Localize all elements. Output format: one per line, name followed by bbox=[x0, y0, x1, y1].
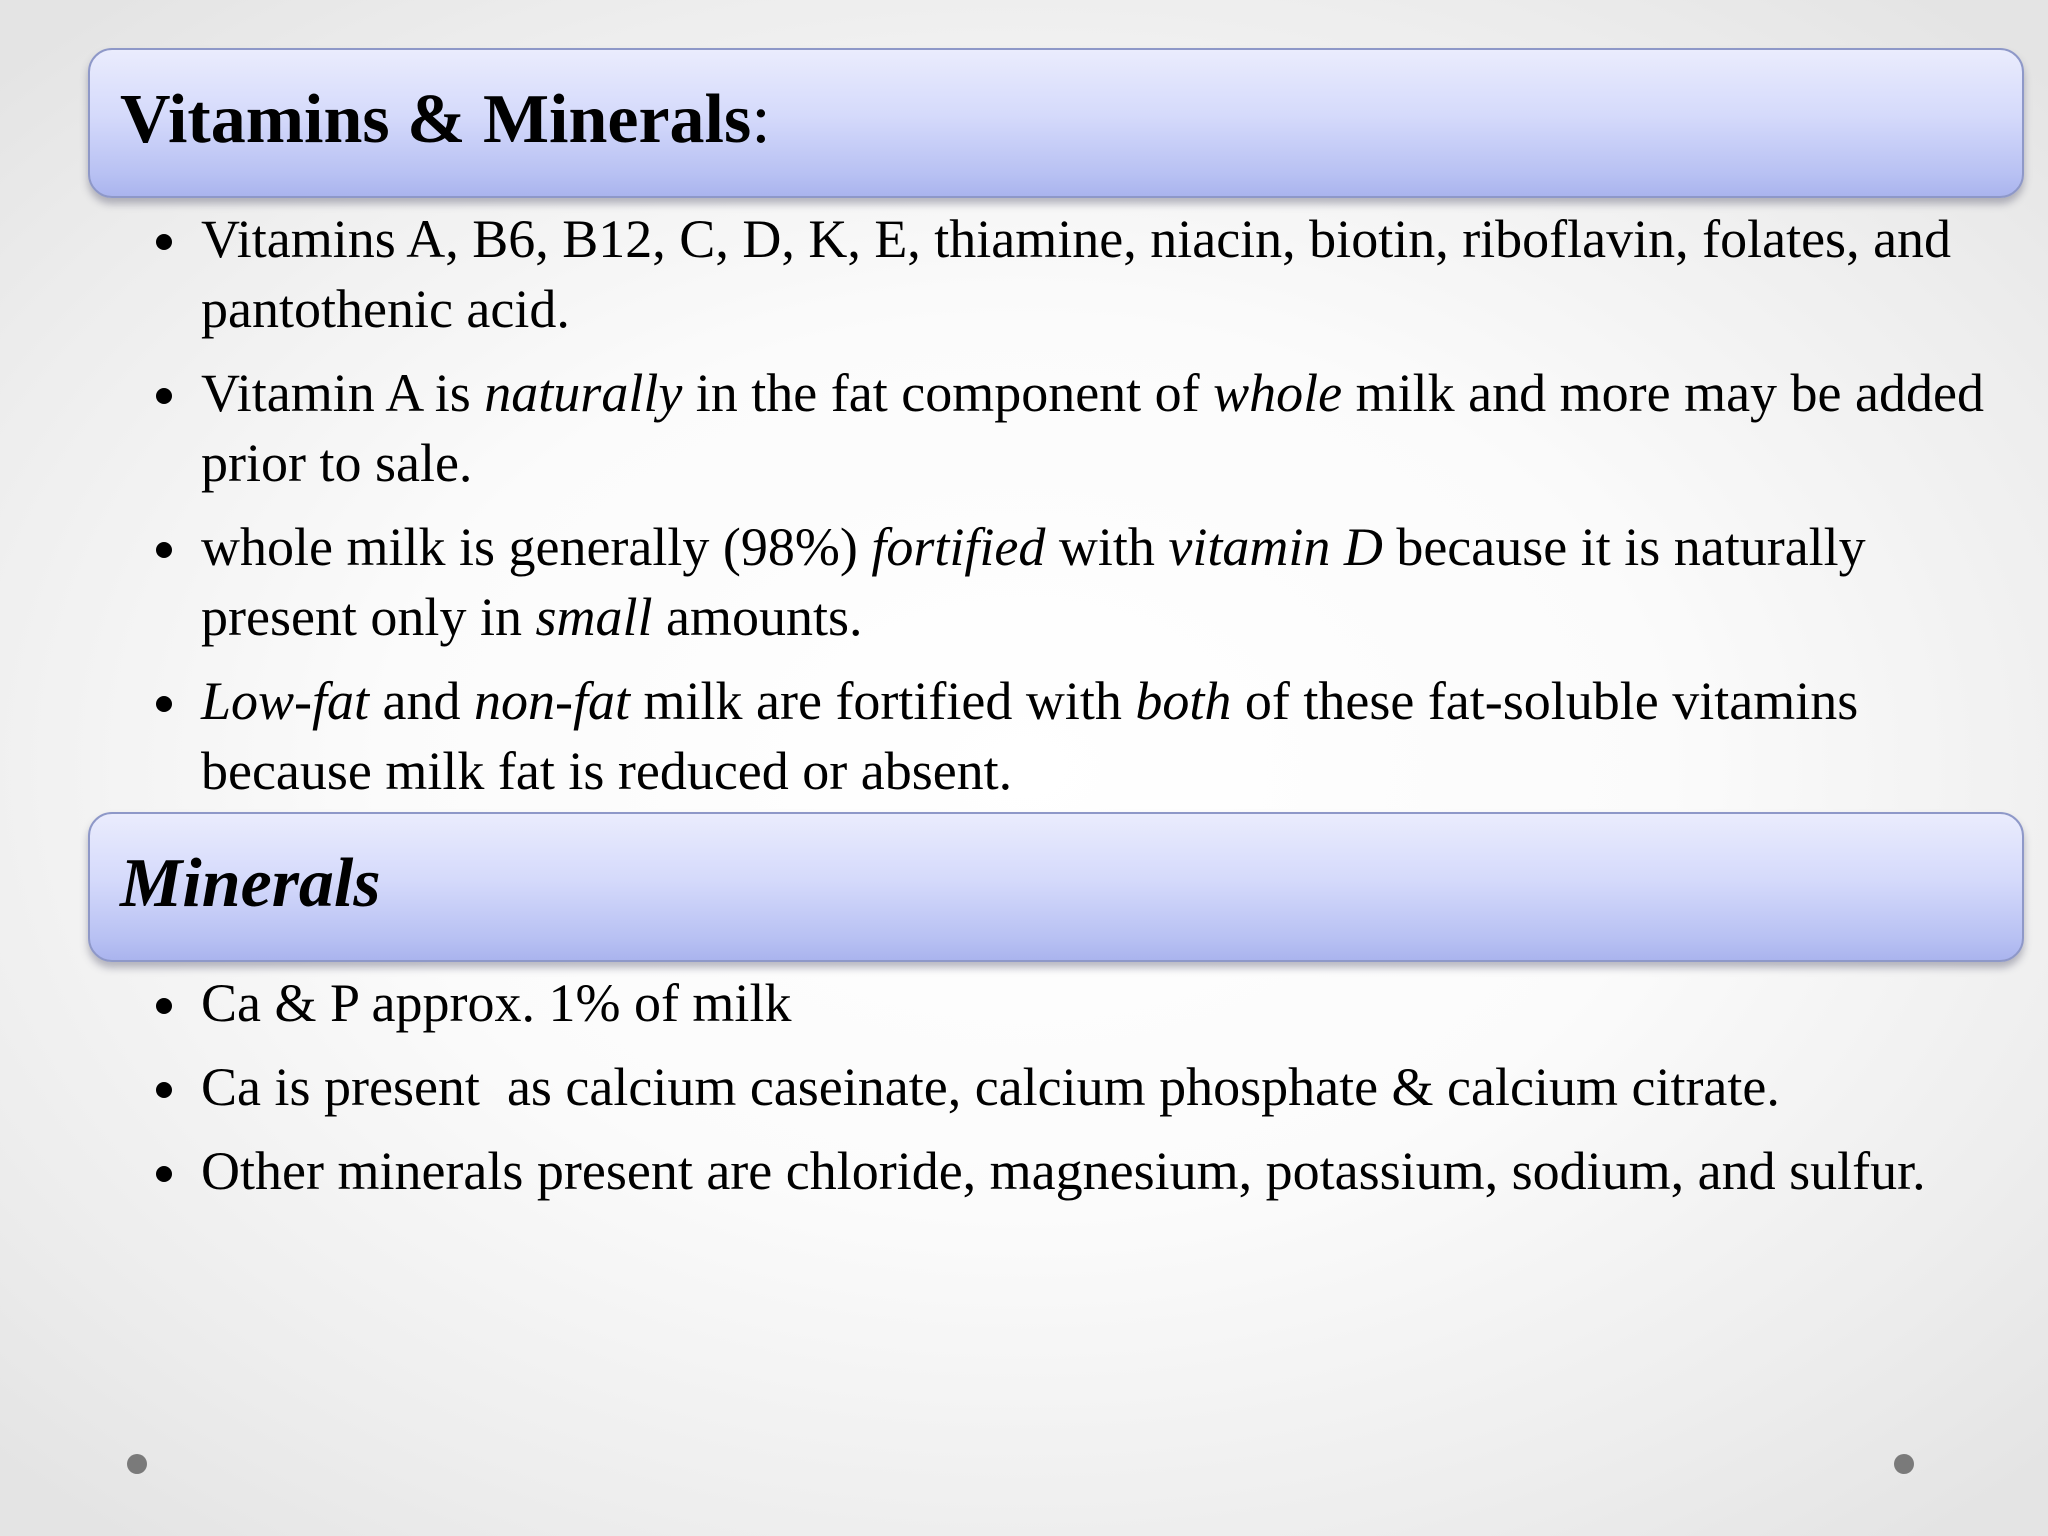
bullet-text: whole milk is generally (98%) bbox=[201, 517, 872, 577]
section-title: Minerals bbox=[120, 845, 381, 922]
bullet-text: amounts. bbox=[652, 587, 863, 647]
bullet-text-italic: non-fat bbox=[474, 671, 631, 731]
bullet-item bbox=[150, 1136, 2020, 1206]
bullet-text-italic: fortified bbox=[871, 517, 1046, 577]
bullet-text: Vitamins A, B6, B12, C, D, K, E, thiamine, niacin, biotin, riboflavin, folates, and pantothenic acid. bbox=[201, 209, 1952, 339]
bullet-text-italic: small bbox=[535, 587, 653, 647]
section-title-colon: : bbox=[751, 81, 771, 158]
bullet-text-italic: both bbox=[1135, 671, 1232, 731]
bullet-text-italic: Low-fat bbox=[201, 671, 370, 731]
slide-corner-dot-left bbox=[127, 1454, 147, 1474]
minerals-bullet-list bbox=[150, 968, 2020, 1220]
bullet-item bbox=[150, 512, 2020, 652]
bullet-text: Vitamin A is bbox=[201, 363, 485, 423]
bullet-text: Ca & P approx. 1% of milk bbox=[201, 973, 792, 1033]
bullet-text-italic: naturally bbox=[484, 363, 683, 423]
bullet-text: of these fat-soluble vitamins because milk fat is reduced or absent. bbox=[201, 671, 1859, 801]
bullet-text-italic: whole bbox=[1213, 363, 1343, 423]
section-header-minerals bbox=[88, 812, 2024, 962]
section-header-vitamins-minerals bbox=[88, 48, 2024, 198]
bullet-item bbox=[150, 1052, 2020, 1122]
bullet-item bbox=[150, 666, 2020, 806]
bullet-item bbox=[150, 968, 2020, 1038]
slide-corner-dot-right bbox=[1894, 1454, 1914, 1474]
bullet-text: Other minerals present are chloride, magnesium, potassium, sodium, and sulfur. bbox=[201, 1141, 1926, 1201]
bullet-text-italic: vitamin D bbox=[1168, 517, 1383, 577]
bullet-text: with bbox=[1045, 517, 1169, 577]
bullet-item bbox=[150, 204, 2020, 344]
section-title bbox=[120, 80, 771, 160]
bullet-text: milk and more may be added prior to sale. bbox=[201, 363, 1984, 493]
bullet-text: in the fat component of bbox=[682, 363, 1214, 423]
bullet-text: Ca is present as calcium caseinate, calcium phosphate & calcium citrate. bbox=[201, 1057, 1780, 1117]
bullet-text: and bbox=[369, 671, 475, 731]
bullet-text: milk are fortified with bbox=[630, 671, 1136, 731]
bullet-text: because it is naturally present only in bbox=[201, 517, 1866, 647]
vitamins-bullet-list bbox=[150, 204, 2020, 820]
section-title-text: Vitamins & Minerals bbox=[120, 81, 752, 158]
bullet-item bbox=[150, 358, 2020, 498]
